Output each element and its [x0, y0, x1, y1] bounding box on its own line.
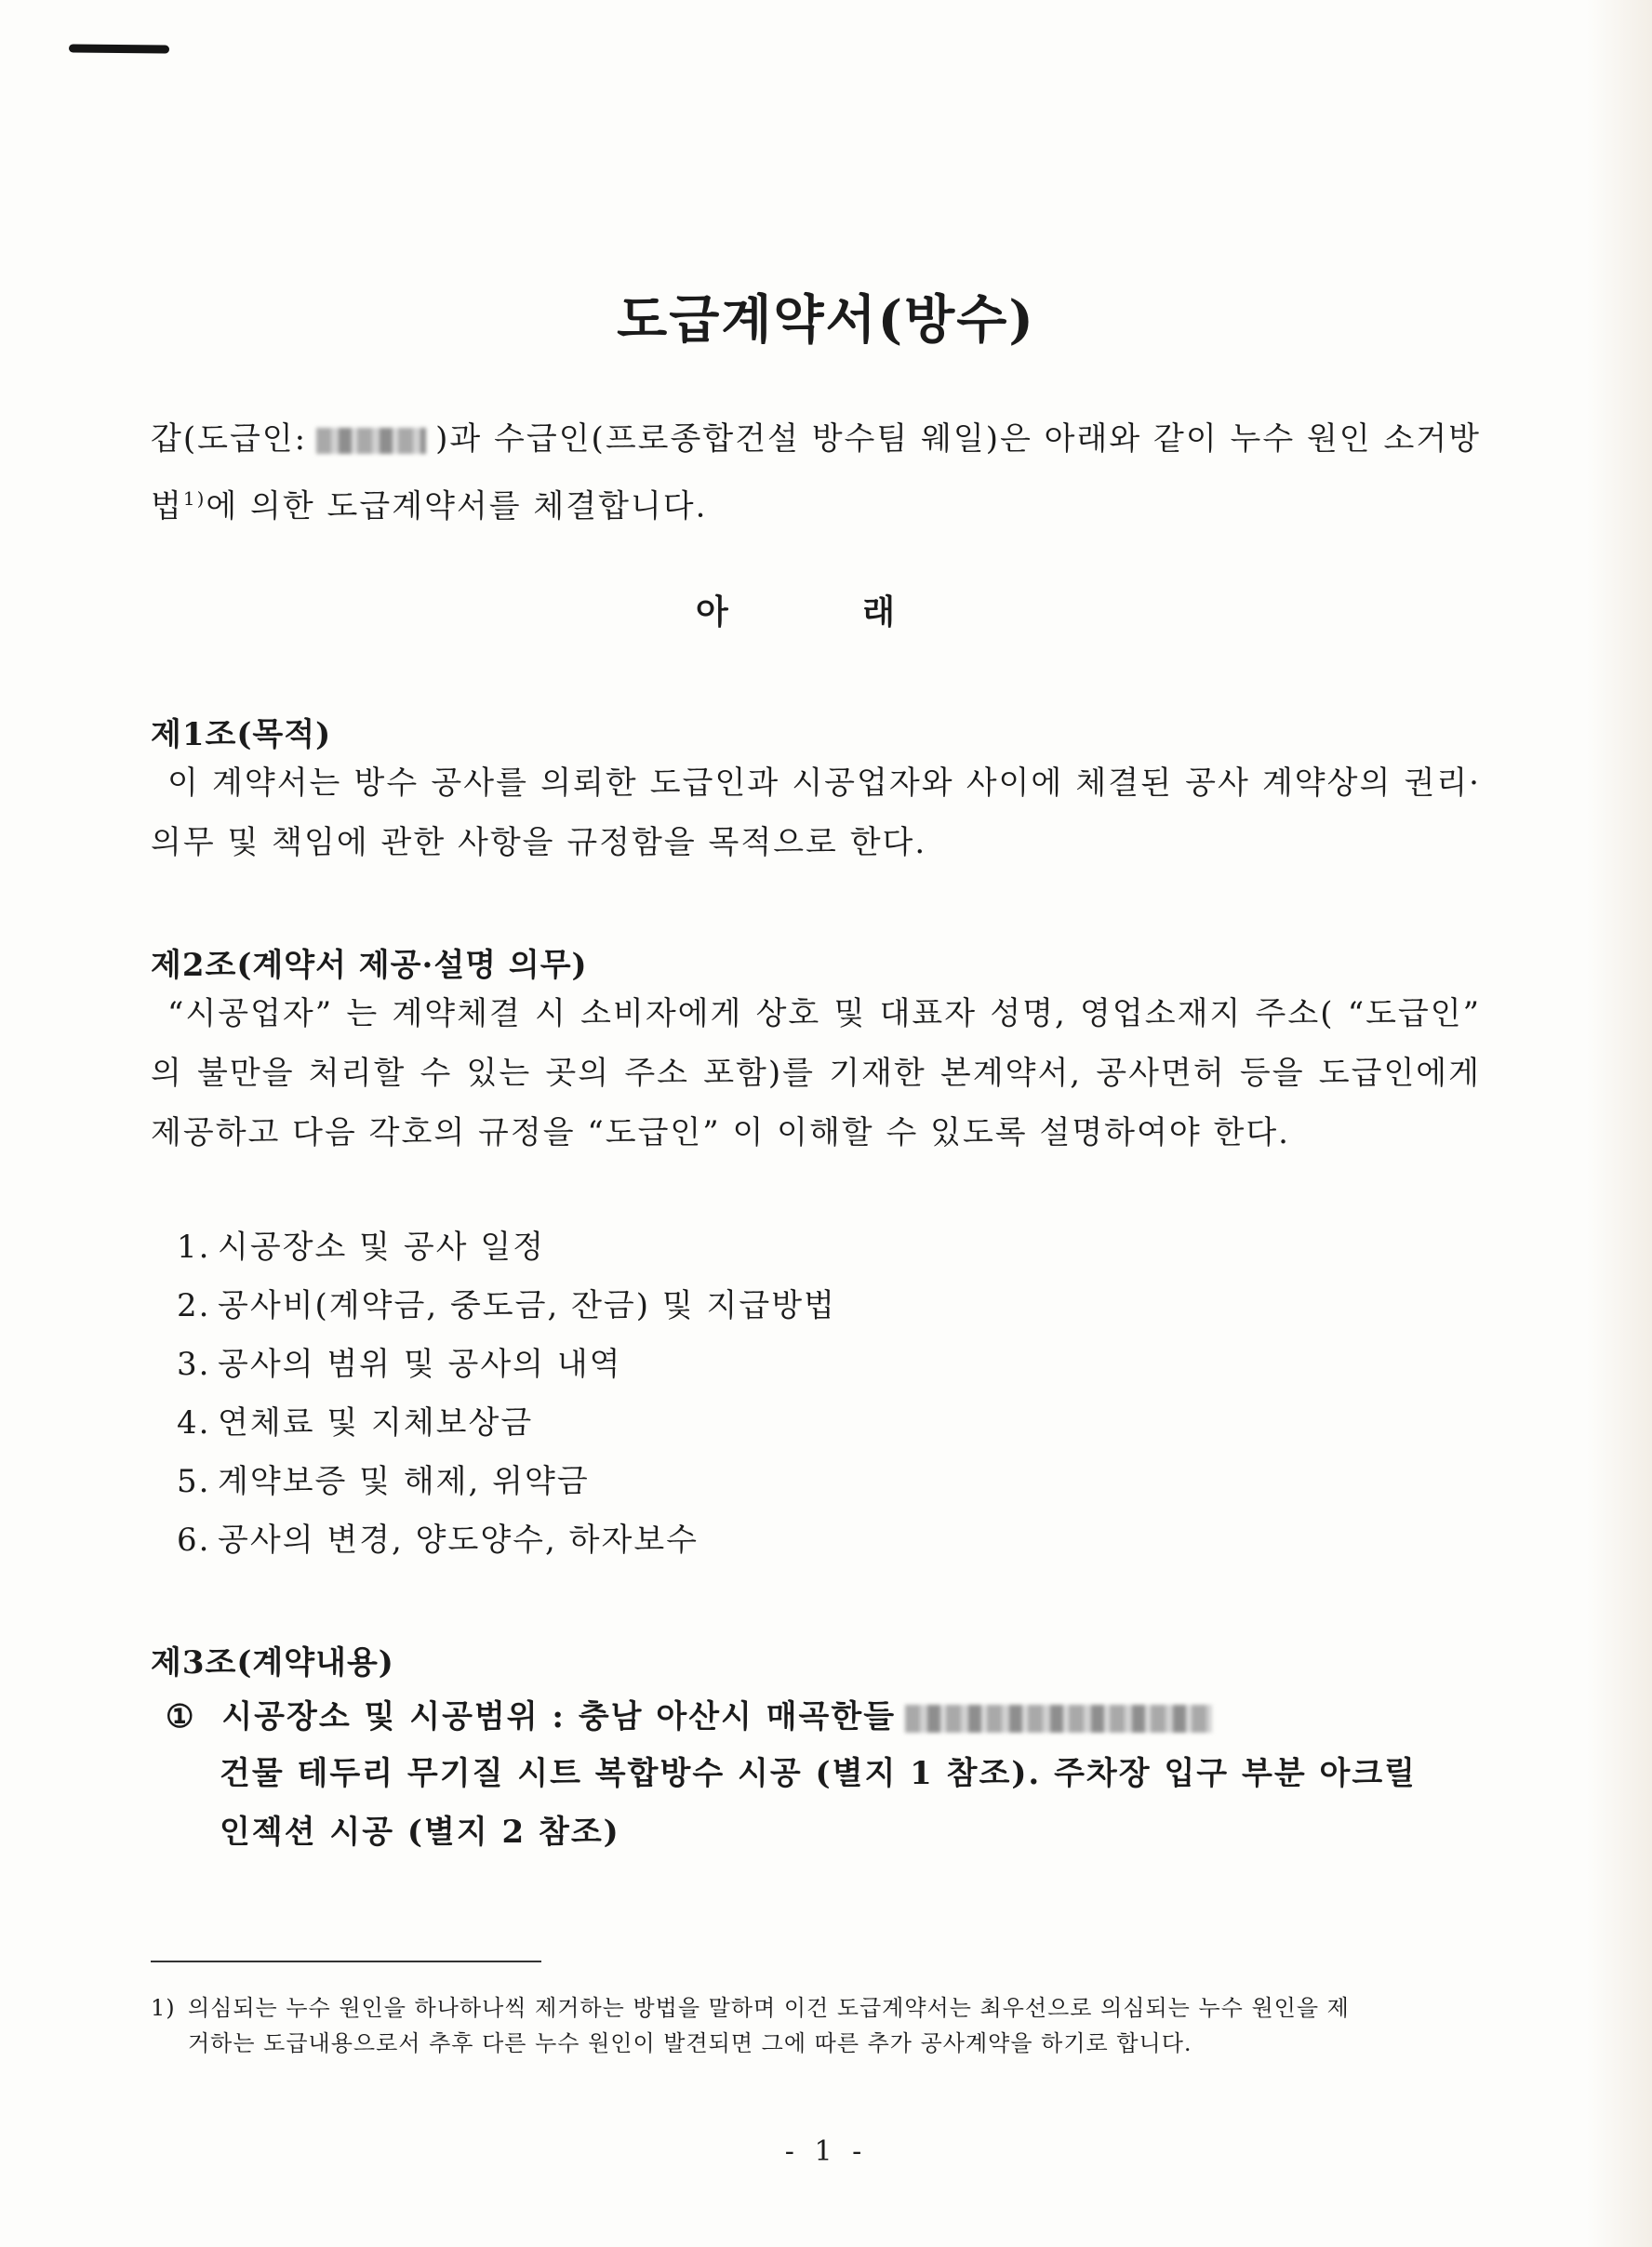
list-item: 4. 연체료 및 지체보상금	[177, 1404, 534, 1442]
list-item: 3. 공사의 범위 및 공사의 내역	[177, 1346, 622, 1383]
article3-heading: 제3조(계약내용)	[151, 1644, 394, 1682]
footnote	[151, 1990, 1481, 2061]
article2-list	[177, 1218, 836, 1570]
item-label: 시공장소 및 시공범위 : 충남 아산시 매곡한들	[221, 1698, 897, 1735]
page-number: - 1 -	[784, 2135, 868, 2168]
center-label: 아 래	[695, 592, 957, 632]
footnote-divider	[151, 1961, 541, 1962]
circled-number: ①	[166, 1698, 196, 1735]
intro-paragraph	[151, 409, 1481, 536]
intro-end: 에 의한 도급계약서를 체결합니다.	[206, 487, 708, 525]
article3-item	[166, 1691, 1221, 1736]
list-item: 1. 시공장소 및 공사 일정	[177, 1229, 546, 1266]
pen-mark	[69, 44, 169, 53]
article2-heading: 제2조(계약서 제공·설명 의무)	[151, 947, 588, 984]
article1-heading: 제1조(목적)	[151, 716, 332, 753]
intro-middle: )과 수급인(프로종합건설 방수팀 웨일)은 아래와 같이 누수 원인 소거방법	[151, 420, 1481, 525]
list-item: 2. 공사비(계약금, 중도금, 잔금) 및 지급방법	[177, 1287, 836, 1324]
footnote-line1: 의심되는 누수 원인을 하나하나씩 제거하는 방법을 말하며 이건 도급계약서는 최우선으로 의심되는 누수 원인을 제	[188, 1995, 1350, 2021]
article3-line2: 건물 테두리 무기질 시트 복합방수 시공 (별지 1 참조). 주차장 입구 부분 아크릴	[220, 1755, 1418, 1792]
footnote-ref: 1)	[182, 487, 206, 510]
footnote-number: 1)	[151, 1995, 176, 2021]
article1-body: 이 계약서는 방수 공사를 의뢰한 도급인과 시공업자와 사이에 체결된 공사 계약상의 권리·의무 및 책임에 관한 사항을 규정함을 목적으로 한다.	[151, 765, 1481, 861]
list-item: 6. 공사의 변경, 양도양수, 하자보수	[177, 1522, 699, 1559]
document-title: 도급계약서(방수)	[617, 289, 1035, 351]
redacted-address	[905, 1705, 1212, 1733]
article2-body: “시공업자” 는 계약체결 시 소비자에게 상호 및 대표자 성명, 영업소재지 주소( “도급인” 의 불만을 처리할 수 있는 곳의 주소 포함)를 기재한 본계약서, 공사면허 등을 도급인에게 제공하고 다음 각호의 규정을 “도급인” 이 이해할 수 있도록 설명하여야 한다.	[151, 995, 1481, 1151]
redacted-name	[316, 428, 426, 454]
intro-start: 갑(도급인:	[151, 420, 308, 458]
list-item: 5. 계약보증 및 해제, 위약금	[177, 1463, 590, 1500]
footnote-line2: 거하는 도급내용으로서 추후 다른 누수 원인이 발견되면 그에 따른 추가 공사계약을 하기로 합니다.	[188, 2030, 1192, 2056]
article3-line3: 인젝션 시공 (별지 2 참조)	[220, 1814, 620, 1851]
